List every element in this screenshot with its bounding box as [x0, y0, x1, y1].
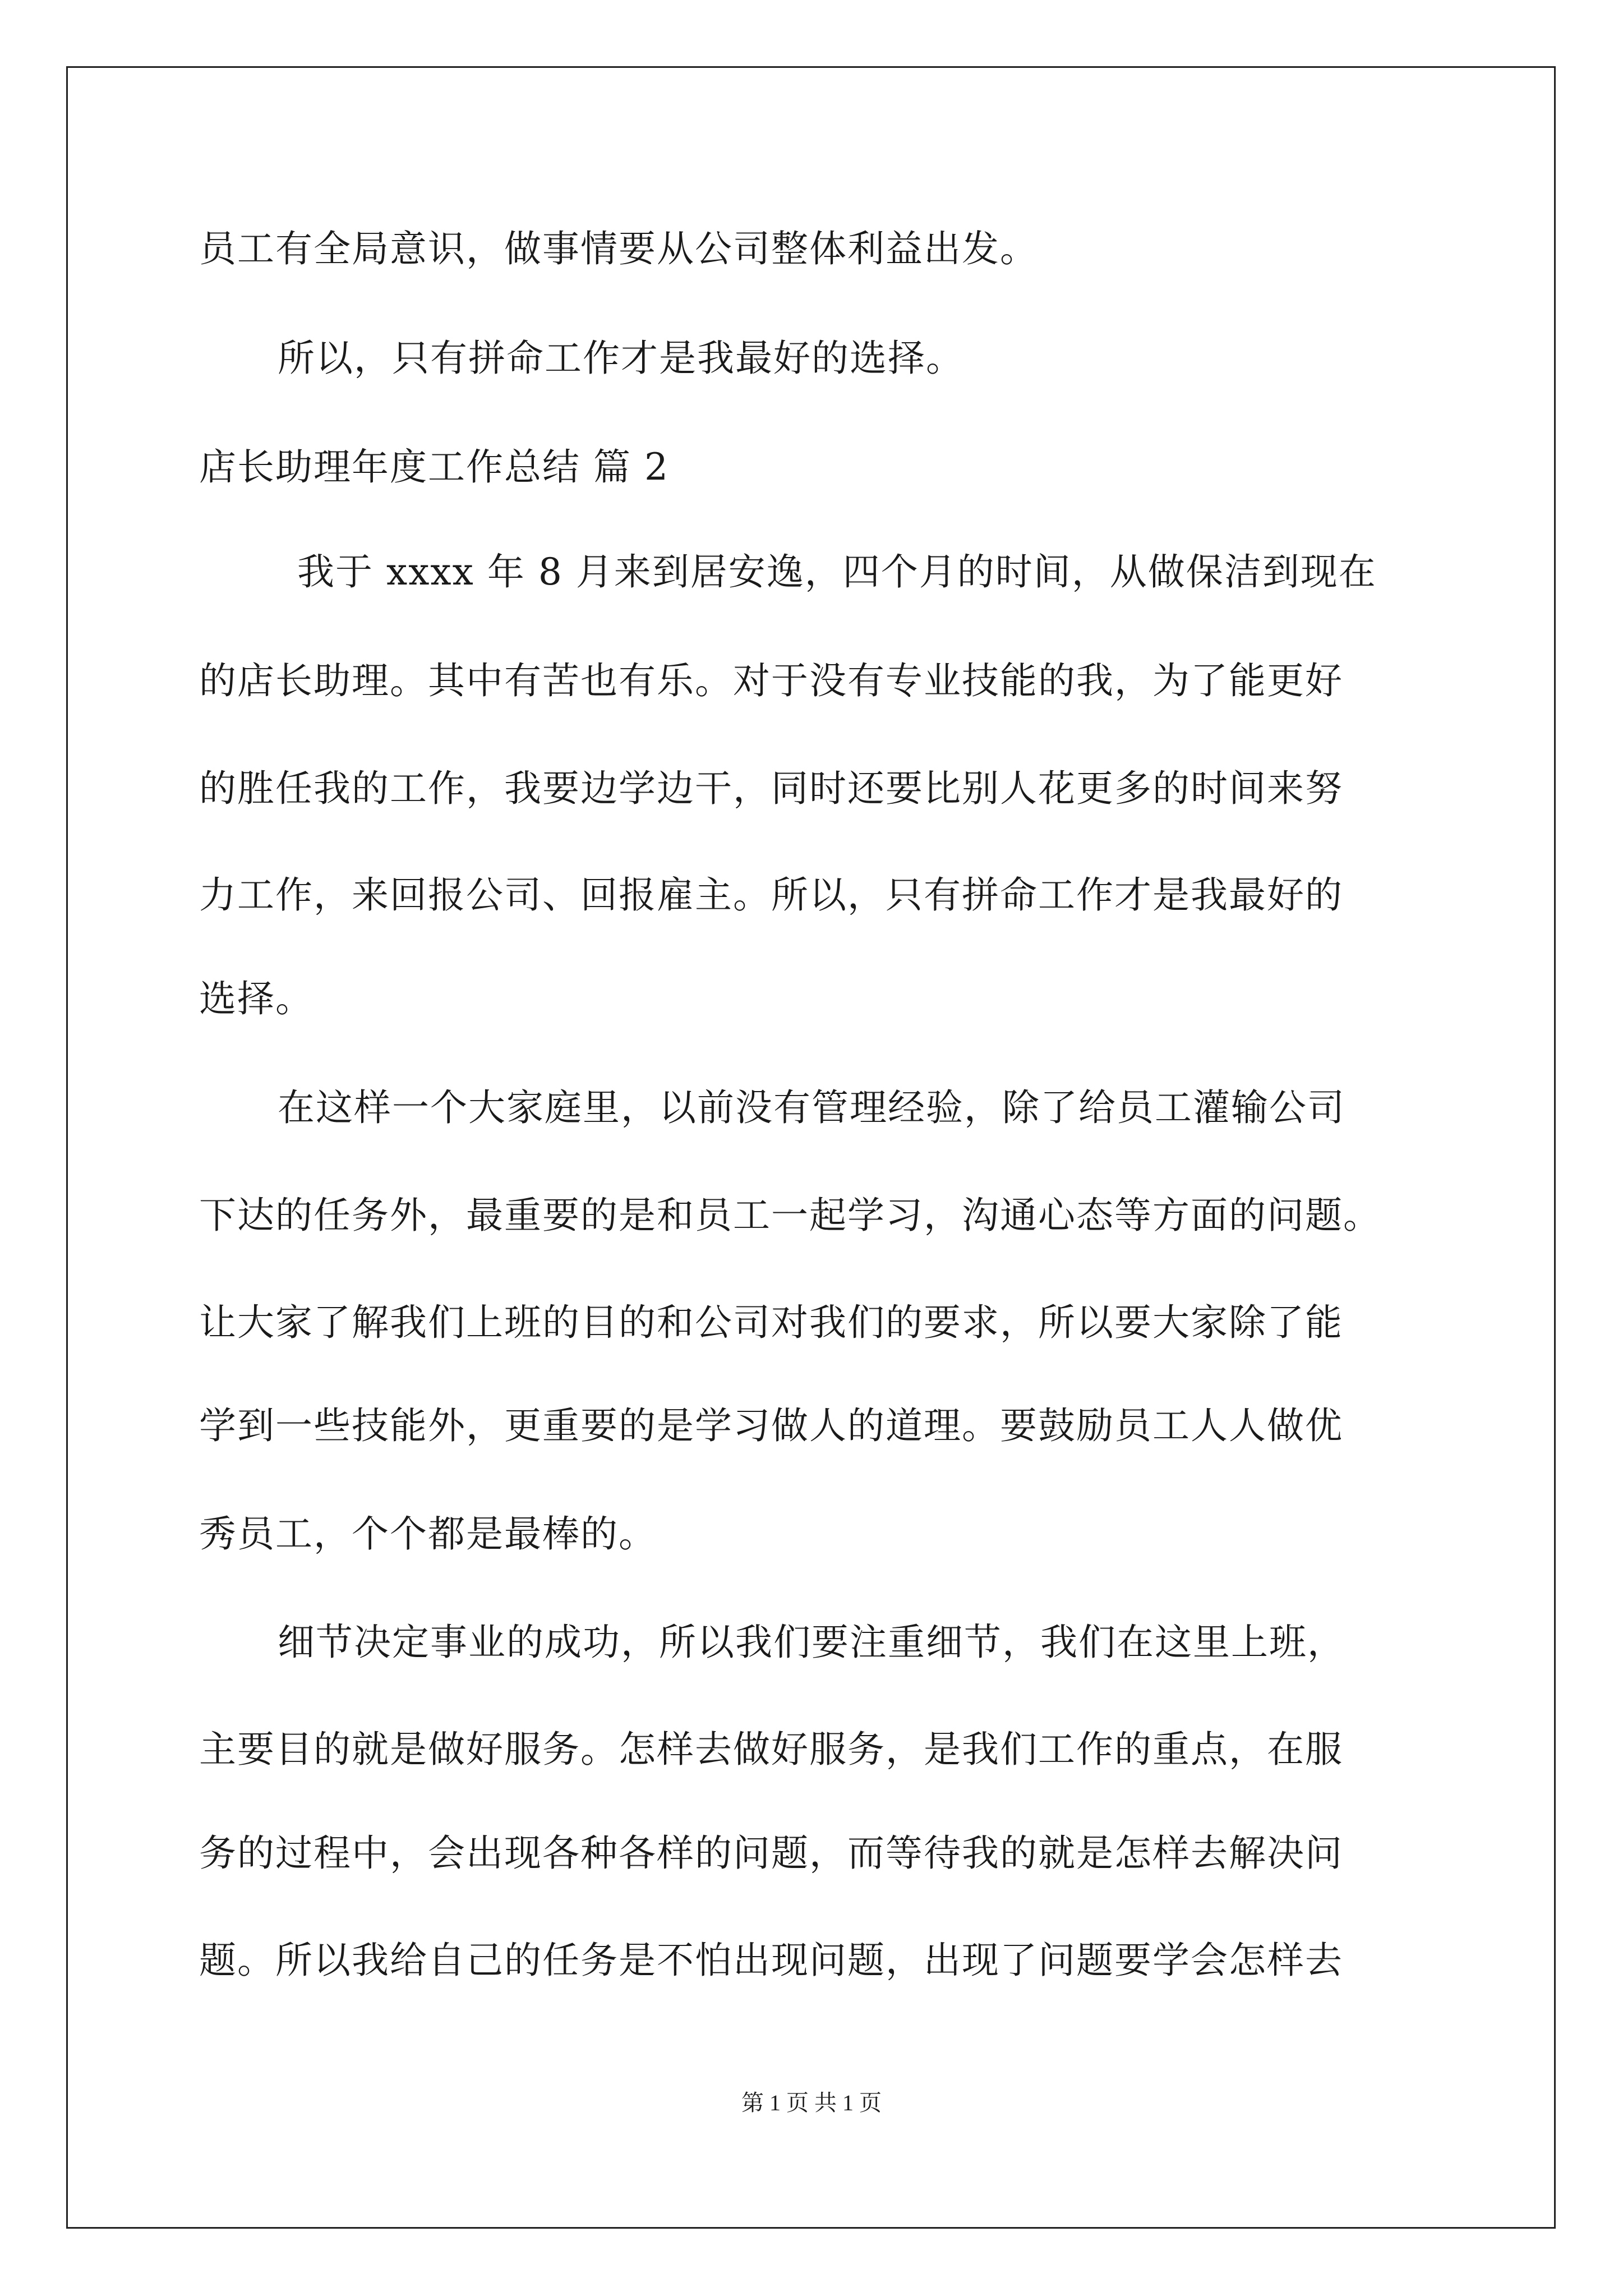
text-line: 选择。 — [199, 977, 313, 1020]
text-line: 主要目的就是做好服务。怎样去做好服务，是我们工作的重点，在服 — [199, 1728, 1343, 1771]
text-line: 所以，只有拼命工作才是我最好的选择。 — [278, 337, 964, 380]
text-line: 细节决定事业的成功，所以我们要注重细节，我们在这里上班， — [278, 1621, 1345, 1664]
text-line: 我于 xxxx 年 8 月来到居安逸，四个月的时间，从做保洁到现在 — [297, 550, 1377, 593]
text-line: 务的过程中，会出现各种各样的问题，而等待我的就是怎样去解决问 — [199, 1832, 1343, 1875]
text-line: 让大家了解我们上班的目的和公司对我们的要求，所以要大家除了能 — [199, 1301, 1343, 1344]
text-line: 的店长助理。其中有苦也有乐。对于没有专业技能的我，为了能更好 — [199, 659, 1343, 702]
page-border — [66, 66, 1556, 2229]
text-line: 在这样一个大家庭里，以前没有管理经验，除了给员工灌输公司 — [278, 1086, 1345, 1129]
page-footer: 第 1 页 共 1 页 — [741, 2090, 882, 2115]
text-line: 学到一些技能外，更重要的是学习做人的道理。要鼓励员工人人做优 — [199, 1404, 1343, 1447]
section-heading: 店长助理年度工作总结 篇 2 — [199, 445, 669, 489]
text-line: 下达的任务外，最重要的是和员工一起学习，沟通心态等方面的问题。 — [199, 1194, 1381, 1237]
text-line: 题。所以我给自己的任务是不怕出现问题，出现了问题要学会怎样去 — [199, 1939, 1343, 1982]
text-line: 力工作，来回报公司、回报雇主。所以，只有拼命工作才是我最好的 — [199, 873, 1343, 917]
text-line: 秀员工，个个都是最棒的。 — [199, 1512, 657, 1556]
text-line: 的胜任我的工作，我要边学边干，同时还要比别人花更多的时间来努 — [199, 767, 1343, 810]
text-line: 员工有全局意识，做事情要从公司整体利益出发。 — [199, 227, 1038, 270]
